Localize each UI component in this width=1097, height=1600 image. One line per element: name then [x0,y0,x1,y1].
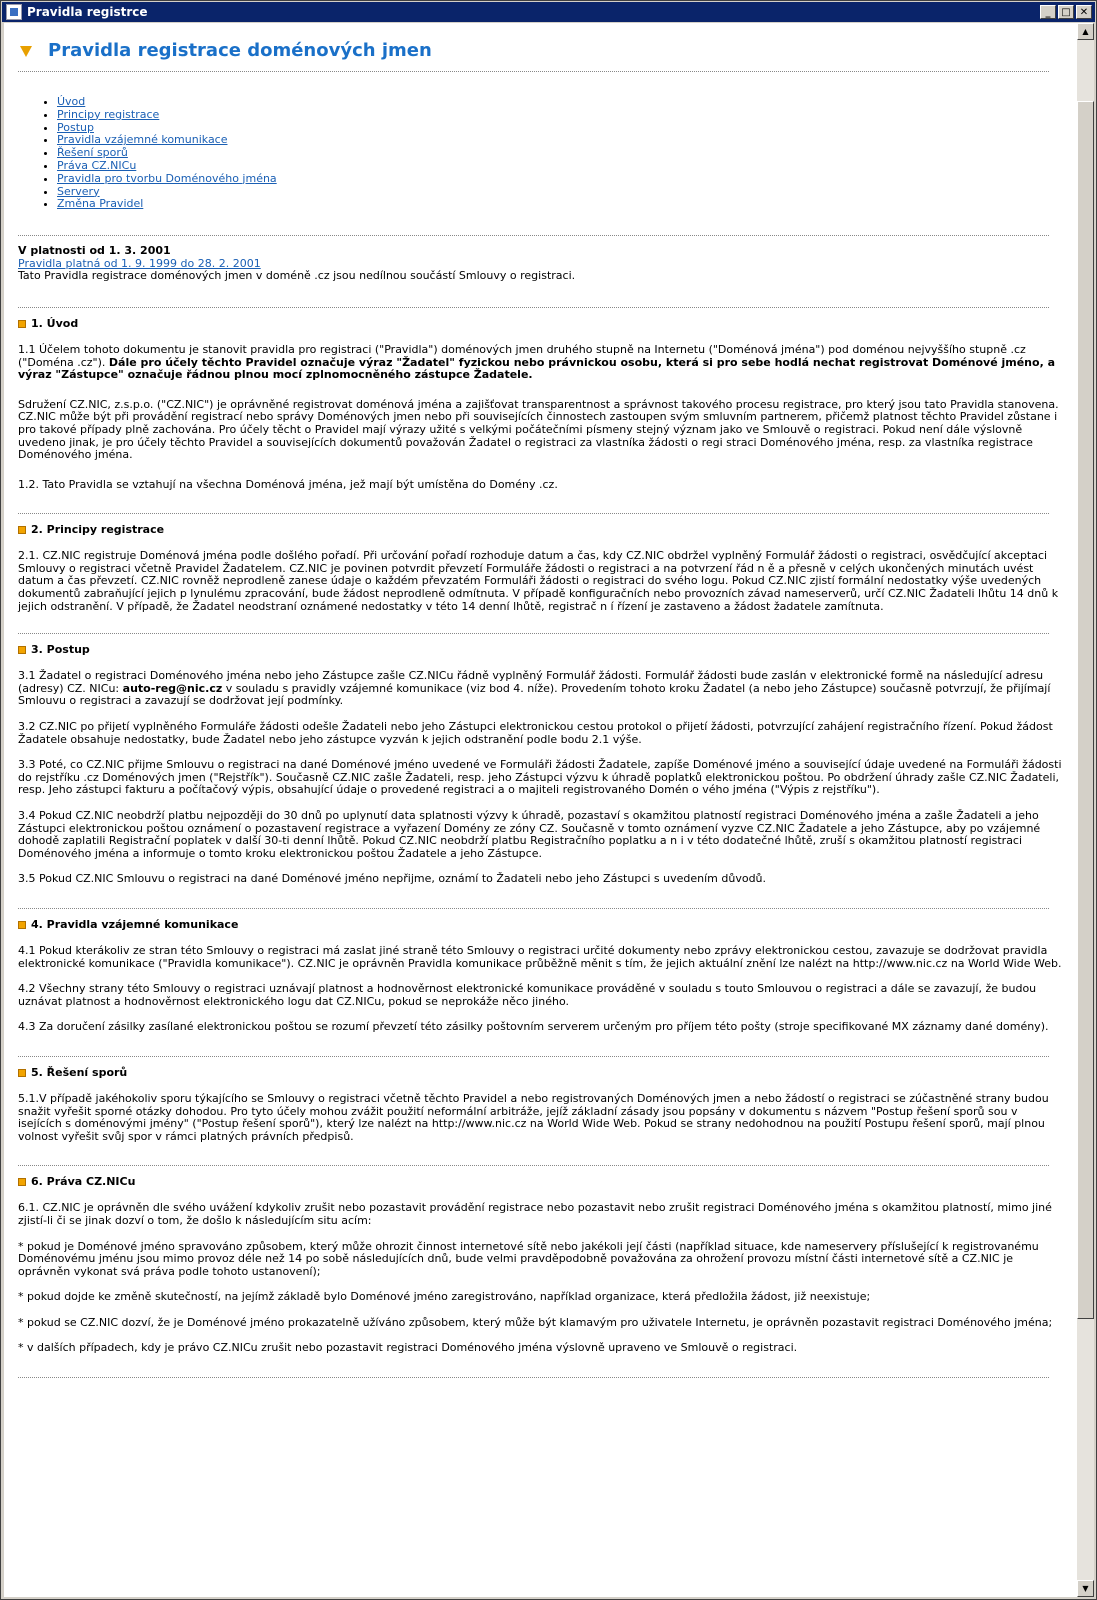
toc-link[interactable]: Principy registrace [57,107,160,121]
page-content [4,23,1077,1597]
validity-text: Tato Pravidla registrace doménových jmen v doméně .cz jsou nedílnou součástí Smlouvy o registraci. [18,269,576,283]
scroll-up-icon[interactable]: ▲ [1077,23,1094,40]
list-item-6-1: * pokud je Doménové jméno spravováno způsobem, který může ohrozit činnost internetové sítě nebo jakékoli její části (například situace, kde nameservery příslušející k registrovanému Doménovému jménu jsou mimo provoz déle než 14 po sobě následujících dnů, bude velmi pravděpodobně považována za ohrožení provozu místní části internetové sítě a CZ.NIC je oprávněn vykonat svá práva podle tohoto ustanovení); [18,1239,1039,1278]
divider [18,1056,1049,1057]
scroll-down-icon[interactable]: ▼ [1077,1580,1094,1597]
toc-link[interactable]: Pravidla pro tvorbu Doménového jména [57,171,277,185]
bullet-square-icon [18,320,26,328]
divider [18,633,1049,634]
paragraph-4-3: 4.3 Za doručení zásilky zasílané elektronickou poštou se rozumí převzetí této zásilky poštovním serverem určeným pro příjem této pošty (stroje specifikované MX záznamy dané domény). [18,1020,1049,1034]
maximize-icon[interactable]: □ [1058,5,1074,19]
toc-item-uvod [57,96,1063,109]
toc-item-principy [57,109,1063,122]
divider [18,1377,1049,1378]
divider [18,908,1049,909]
bullet-square-icon [18,1069,26,1077]
vertical-scrollbar[interactable] [1077,23,1094,1597]
paragraph-3-2: 3.2 CZ.NIC po přijetí vyplněného Formuláře žádosti odešle Žadateli nebo jeho Zástupci elektronickou cestou protokol o přijetí žádosti, potvrzující zahájení registračního řízení. Pokud žádost Žadatele obsahuje nedostatky, bude Žadatel nebo jeho zástupce vyzván k jejich odstranění podle bodu 2.1 výše. [18,720,1053,746]
app-icon [6,4,22,20]
divider [18,307,1049,308]
list-item-6-2: * pokud dojde ke změně skutečností, na jejímž základě bylo Doménové jméno zaregistrováno, například organizace, která předložila žádost, již neexistuje; [18,1290,871,1304]
validity-title: V platnosti od 1. 3. 2001 [18,244,171,258]
toc-item-tvorba [57,173,1063,186]
page-title: Pravidla registrace doménových jmen [48,39,432,61]
triangle-icon [20,46,32,57]
section-heading-6: 6. Práva CZ.NICu [18,1175,1063,1189]
minimize-icon[interactable]: _ [1040,5,1056,19]
section-heading-4: 4. Pravidla vzájemné komunikace [18,918,1063,932]
paragraph-4-2: 4.2 Všechny strany této Smlouvy o registraci uznávají platnost a hodnověrnost elektronické komunikace prováděné v souladu s touto Smlouvou o registraci a dále se zavazují, že budou uznávat platnost a hodnověrnost elektronického logu dat CZ.NICu, pokud se neprokáže něco jiného. [18,982,1037,1008]
scroll-thumb[interactable] [1077,101,1094,1319]
toc-link[interactable]: Servery [57,184,100,198]
toc-link[interactable]: Pravidla vzájemné komunikace [57,133,228,147]
toc-item-servery [57,186,1063,199]
bullet-square-icon [18,646,26,654]
paragraph-1-1: 1.1 Účelem tohoto dokumentu je stanovit pravidla pro registraci ("Pravidla") doménových jmen druhého stupně na Internetu ("Doménová jména") pod doménou nejvyššího stupně .cz ("Doména .cz"). Dále pro účely těchto Pravidel označuje výraz "Žadatel" fyzickou nebo právnickou osobu, která si pro sebe hodlá nechat registrovat Doménové jméno, a výraz "Zástupce" označuje řádnou plnou mocí zplnomocněného zástupce Žadatele. [18,342,1056,382]
paragraph-3-1: 3.1 Žadatel o registraci Doménového jména nebo jeho Zástupce zašle CZ.NICu řádně vyplněný Formulář žádosti. Formulář žádosti bude zaslán v elektronické formě na následující adresu (adresy) CZ. NICu: auto-reg@nic.cz v souladu s pravidly vzájemné komunikace (viz bod 4. níže). Provedením tohoto kroku Žadatel (a nebo jeho Zástupce) současně potvrzují, že přijímají Smlouvu o registraci a zavazují se dodržovat její podmínky. [18,669,1051,708]
bullet-square-icon [18,921,26,929]
divider [18,1165,1049,1166]
paragraph-2-1: 2.1. CZ.NIC registruje Doménová jména podle došlého pořadí. Při určování pořadí rozhoduje datum a čas, kdy CZ.NIC obdržel vyplněný Formulář žádosti o registraci, osvědčující akceptaci Smlouvy o registraci včetně Pravidel Žadatelem. CZ.NIC je povinen potvrdit převzetí Formuláře žádosti o registraci a na potvrzení řád n ě a přesně v celých ukončených minutách uvést datum a čas převzetí. CZ.NIC rovněž neprodleně zanese údaje o každém převzatém Formuláři žádosti o registraci do svého logu. Pokud CZ.NIC zjistí formální nedostatky výše uvedených dokumentů zabraňující jejich p lynulému zpracování, bude žádost neprodleně odmítnuta. V případě konfiguračních nebo provozních závad nameserverů, určí CZ.NIC Žadateli lhůtu 14 dnů k jejich odstranění. V případě, že Žadatel neodstraní oznámené nedostatky v této 14 denní lhůtě, registrač n í řízení je zastaveno a žádost žadatele zamítnuta. [18,549,1059,613]
paragraph-1-2: Sdružení CZ.NIC, z.s.p.o. ("CZ.NIC") je oprávněné registrovat doménová jména a zajišťovat transparentnost a správnost takového procesu registrace, pro který jsou tato Pravidla stanovena. CZ.NIC může být při provádění registrací nebo správy Doménových jmen nebo při souvisejících činnostech zastoupen svým smluvním partnerem, přičemž platnost těchto Pravidel zůstane i pro takové případy plně zachována. Pro účely těcht o Pravidel mají výrazy užité s velkými počátečními písmeny stejný význam jako ve Smlouvě o registraci. Pokud není dále výslovně uvedeno jinak, je pro účely těchto Pravidel a souvisejících dokumentů považován Žadatel o registraci za vlastníka žádosti o regi straci Doménového jména, resp. za vlastníka registrace Doménového jména. [18,397,1059,462]
toc-link[interactable]: Práva CZ.NICu [57,158,137,172]
paragraph-3-4: 3.4 Pokud CZ.NIC neobdrží platbu nejpozději do 30 dnů po uplynutí data splatnosti výzvy k úhradě, pozastaví s okamžitou platností registraci Doménového jména a zašle Žadateli a jeho Zástupci elektronickou poštou oznámení o pozastavení registrace a vyřazení Domény ze zóny CZ. Současně v tomto oznámení vyzve CZ.NIC Žadatele a jeho Zástupce, aby po vzájemné dohodě zaplatili Registrační poplatek v další 30-ti denní lhůtě. Pokud CZ.NIC neobdrží platbu Registračního poplatku a n i v této dodatečné lhůtě, zruší s okamžitou platností registraci Doménového jména a informuje o tomto kroku elektronickou poštou Žadatele a jeho Zástupce. [18,809,1041,860]
paragraph-3-5: 3.5 Pokud CZ.NIC Smlouvu o registraci na dané Doménové jméno nepřijme, oznámí to Žadateli nebo jeho Zástupci s uvedením důvodů. [18,872,767,886]
window-title: Pravidla registrce [27,5,148,19]
paragraph-6-1: 6.1. CZ.NIC je oprávněn dle svého uvážení kdykoliv zrušit nebo pozastavit provádění registrace nebo pozastavit nebo zrušit registraci Doménového jména s okamžitou platností, mimo jiné zjistí-li či se jinak dozví o tom, že došlo k následujícím situ acím: [18,1201,1052,1227]
paragraph-4-1: 4.1 Pokud kterákoliv ze stran této Smlouvy o registraci má zaslat jiné straně této Smlouvy o registraci určité dokumenty nebo zprávy elektronickou cestou, zavazuje se dodržovat pravidla elektronické komunikace ("Pravidla komunikace"). CZ.NIC je oprávněn Pravidla komunikace průběžně měnit s tím, že jejich aktuální znění lze nalézt na http://www.nic.cz na World Wide Web. [18,943,1062,970]
validity-block [18,245,1063,283]
list-item-6-4: * v dalších případech, kdy je právo CZ.NICu zrušit nebo pozastavit registraci Doménového jména výslovně upraveno ve Smlouvě o registraci. [18,1341,798,1355]
toc-item-komunikace [57,134,1063,147]
section-heading-2: 2. Principy registrace [18,523,1063,537]
paragraph-5-1: 5.1.V případě jakéhokoliv sporu týkajícího se Smlouvy o registraci včetně těchto Pravidel a nebo registrovaných Doménových jmen a nebo žádostí o registraci se zúčastněné strany budou snažit vyřešit sporné otázky dohodou. Pro tyto účely mohou zvážit použití neformální arbitráže, jejíž základní zásady jsou popsány v dokumentu s názvem "Postup řešení sporů sou v isejících s doménovými jmény" ("Postup řešení sporů"), který lze nalézt na http://www.nic.cz na World Wide Web. Pokud se strany nedohodnou na použití Postupu řešení sporů, mají plnou volnost vyřešit svůj spor v rámci platných právních předpisů. [18,1091,1049,1143]
toc-item-spory [57,147,1063,160]
divider [18,71,1049,72]
paragraph-3-3: 3.3 Poté, co CZ.NIC přijme Smlouvu o registraci na dané Doménové jméno uvedené ve Formuláři žádosti Žadatele, zapíše Doménové jméno a související údaje uvedené na Formuláři žádosti do rejstříku .cz Doménových jmen ("Rejstřík"). Současně CZ.NIC zašle Žadateli, resp. jeho Zástupci výzvu k úhradě poplatků elektronickou poštou. Po obdržení úhrady zašle CZ.NIC Žadateli, resp. Jeho zástupci fakturu a počítačový výpis, obsahující údaje o provedené registraci a o majiteli registrovaného Domén o vého jména ("Výpis z rejstříku"). [18,758,1062,797]
toc-link[interactable]: Řešení sporů [57,146,128,160]
toc-link[interactable]: Postup [57,120,94,134]
section-heading-1: 1. Úvod [18,317,1063,331]
divider [18,513,1049,514]
bullet-square-icon [18,526,26,534]
section-heading-3: 3. Postup [18,643,1063,657]
toc-link[interactable]: Změna Pravidel [57,197,144,211]
close-icon[interactable]: ✕ [1076,5,1092,19]
table-of-contents [18,96,1063,211]
toc-link[interactable]: Úvod [57,95,86,108]
list-item-6-3: * pokud se CZ.NIC dozví, že je Doménové jméno prokazatelně užíváno způsobem, který může být klamavým pro uživatele Internetu, je oprávněn pozastavit registraci Doménového jména; [18,1315,1053,1329]
paragraph-1-3: 1.2. Tato Pravidla se vztahují na všechna Doménová jména, jež mají být umístěna do Domény .cz. [18,477,558,491]
page-header [18,23,1063,65]
section-heading-5: 5. Řešení sporů [18,1066,1063,1080]
toc-item-zmena [57,198,1063,211]
bullet-square-icon [18,1178,26,1186]
title-bar[interactable] [2,2,1095,22]
old-rules-link[interactable]: Pravidla platná od 1. 9. 1999 do 28. 2. 2001 [18,256,261,270]
divider [18,235,1049,236]
